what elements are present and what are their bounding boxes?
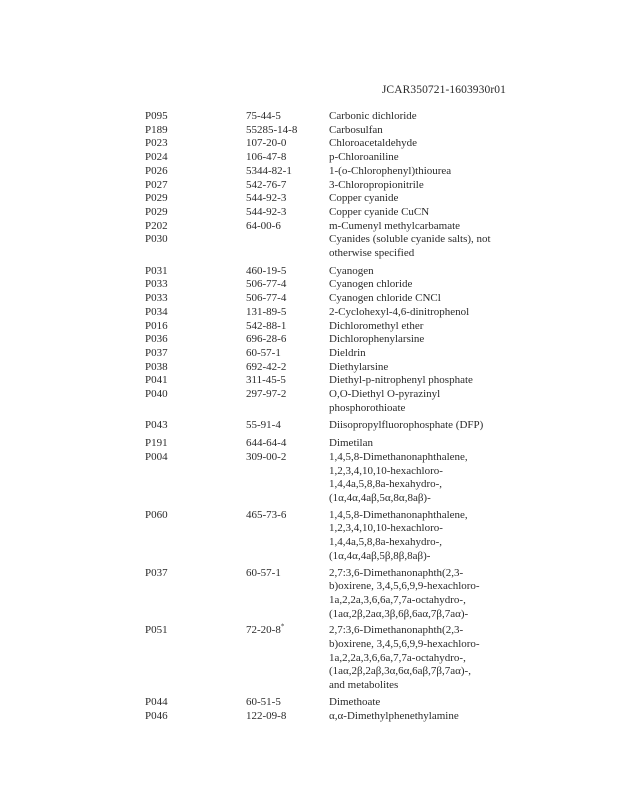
waste-code: P046 xyxy=(145,709,168,722)
table-row xyxy=(0,233,624,260)
waste-code: P060 xyxy=(145,508,168,521)
cas-number-text: 55-91-4 xyxy=(246,419,281,432)
substance-name-line: Dimetilan xyxy=(329,437,373,450)
document-id: JCAR350721-1603930r01 xyxy=(381,84,506,96)
substance-name xyxy=(329,374,519,388)
cas-number-text: 5344-82-1 xyxy=(246,164,292,177)
cas-number-text: 542-76-7 xyxy=(246,178,287,191)
cas-number xyxy=(246,624,284,638)
substance-name-line: m-Cumenyl methylcarbamate xyxy=(329,219,461,232)
substance-name-line: Copper cyanide CuCN xyxy=(329,205,430,218)
substance-name xyxy=(329,388,519,415)
waste-code: P189 xyxy=(145,123,168,136)
waste-code: P191 xyxy=(145,437,168,450)
cas-number xyxy=(246,278,286,292)
cas-number-text: 107-20-0 xyxy=(246,137,287,150)
cas-number-text: 644-64-4 xyxy=(246,437,287,450)
substance-name-line: (1aα,2β,2aα,3β,6β,6aα,7β,7aα)- xyxy=(329,607,469,620)
table-row xyxy=(0,206,624,220)
cas-number xyxy=(246,206,286,220)
substance-name-line: (1α,4α,4aβ,5β,8β,8aβ)- xyxy=(329,549,431,562)
substance-name-line: 2-Cyclohexyl-4,6-dinitrophenol xyxy=(329,305,470,318)
waste-code: P037 xyxy=(145,566,168,579)
table-row xyxy=(0,374,624,388)
substance-name xyxy=(329,206,519,220)
substance-name-line: b)oxirene, 3,4,5,6,9,9-hexachloro- xyxy=(329,580,480,593)
waste-code: P040 xyxy=(145,388,168,401)
table-row xyxy=(0,437,624,451)
waste-code: P034 xyxy=(145,305,168,318)
cas-number xyxy=(246,696,281,710)
table-row xyxy=(0,361,624,375)
cas-number-text: 297-97-2 xyxy=(246,388,287,401)
substance-name-line: 3-Chloropropionitrile xyxy=(329,178,424,191)
cas-number-text: 122-09-8 xyxy=(246,709,287,722)
cas-number xyxy=(246,265,286,279)
substance-name-line: 1a,2,2a,3,6,6a,7,7a-octahydro-, xyxy=(329,593,466,606)
substance-name-line: 1a,2,2a,3,6,6a,7,7a-octahydro-, xyxy=(329,651,466,664)
waste-code: P026 xyxy=(145,164,168,177)
cas-number xyxy=(246,165,292,179)
substance-name-line: α,α-Dimethylphenethylamine xyxy=(329,709,459,722)
substance-name-line: Copper cyanide xyxy=(329,192,399,205)
cas-number-text: 506-77-4 xyxy=(246,278,287,291)
table-row xyxy=(0,179,624,193)
cas-number xyxy=(246,437,286,451)
substance-name-line: Dichlorophenylarsine xyxy=(329,333,425,346)
substance-name xyxy=(329,137,519,151)
cas-number xyxy=(246,110,281,124)
substance-name xyxy=(329,151,519,165)
cas-number xyxy=(246,192,286,206)
substance-name xyxy=(329,567,519,622)
table-row xyxy=(0,151,624,165)
cas-footnote-mark: * xyxy=(280,622,285,631)
substance-name xyxy=(329,265,519,279)
substance-name xyxy=(329,165,519,179)
cas-number xyxy=(246,710,286,724)
waste-code: P044 xyxy=(145,695,168,708)
substance-name-line: Cyanogen xyxy=(329,264,374,277)
table-row xyxy=(0,320,624,334)
cas-number xyxy=(246,567,281,581)
substance-name-line: Cyanogen chloride CNCl xyxy=(329,292,441,305)
cas-number xyxy=(246,374,286,388)
cas-number xyxy=(246,306,286,320)
substance-name xyxy=(329,124,519,138)
substance-name xyxy=(329,233,519,260)
substance-name-line: and metabolites xyxy=(329,679,399,692)
table-row xyxy=(0,306,624,320)
cas-number-text: 60-57-1 xyxy=(246,346,281,359)
waste-code: P038 xyxy=(145,360,168,373)
table-row xyxy=(0,265,624,279)
cas-number xyxy=(246,333,286,347)
table-row xyxy=(0,567,624,622)
waste-code: P037 xyxy=(145,346,168,359)
waste-code: P030 xyxy=(145,233,168,246)
waste-code: P004 xyxy=(145,450,168,463)
cas-number-text: 696-28-6 xyxy=(246,333,287,346)
substance-name-line: Carbosulfan xyxy=(329,123,383,136)
cas-number-text: 465-73-6 xyxy=(246,508,287,521)
cas-number xyxy=(246,419,281,433)
table-row xyxy=(0,110,624,124)
table-row xyxy=(0,696,624,710)
substance-name xyxy=(329,306,519,320)
waste-code: P202 xyxy=(145,219,168,232)
cas-number xyxy=(246,388,286,402)
substance-name-line: (1aα,2β,2aβ,3α,6α,6aβ,7β,7aα)-, xyxy=(329,665,471,678)
cas-number-text: 131-89-5 xyxy=(246,305,287,318)
waste-code: P033 xyxy=(145,292,168,305)
substance-name-line: Diethyl-p-nitrophenyl phosphate xyxy=(329,374,473,387)
waste-code: P033 xyxy=(145,278,168,291)
substance-name xyxy=(329,347,519,361)
cas-number-text: 60-57-1 xyxy=(246,566,281,579)
cas-number-text: 55285-14-8 xyxy=(246,123,298,136)
substance-name-line: 2,7:3,6-Dimethanonaphth(2,3- xyxy=(329,624,464,637)
substance-name-line: Cyanogen chloride xyxy=(329,278,413,291)
table-row xyxy=(0,165,624,179)
cas-number xyxy=(246,151,286,165)
substance-name xyxy=(329,292,519,306)
substance-name-line: b)oxirene, 3,4,5,6,9,9-hexachloro- xyxy=(329,638,480,651)
table-row xyxy=(0,509,624,564)
hazardous-waste-table xyxy=(0,110,624,723)
cas-number-text: 311-45-5 xyxy=(246,374,286,387)
substance-name-line: Diisopropylfluorophosphate (DFP) xyxy=(329,419,484,432)
cas-number-text: 544-92-3 xyxy=(246,192,287,205)
table-row xyxy=(0,220,624,234)
table-row xyxy=(0,419,624,433)
substance-name-line: 1,2,3,4,10,10-hexachloro- xyxy=(329,464,443,477)
cas-number-text: 506-77-4 xyxy=(246,292,287,305)
substance-name-line: Carbonic dichloride xyxy=(329,110,417,122)
substance-name xyxy=(329,710,519,724)
table-row xyxy=(0,624,624,693)
cas-number xyxy=(246,320,286,334)
cas-number xyxy=(246,137,286,151)
waste-code: P027 xyxy=(145,178,168,191)
substance-name-line: O,O-Diethyl O-pyrazinyl xyxy=(329,388,441,401)
table-row xyxy=(0,192,624,206)
cas-number xyxy=(246,361,286,375)
cas-number xyxy=(246,220,281,234)
substance-name xyxy=(329,361,519,375)
substance-name xyxy=(329,320,519,334)
cas-number-text: 75-44-5 xyxy=(246,110,281,122)
table-row xyxy=(0,710,624,724)
cas-number-text: 60-51-5 xyxy=(246,695,281,708)
waste-code: P095 xyxy=(145,110,168,122)
substance-name-line: 2,7:3,6-Dimethanonaphth(2,3- xyxy=(329,566,464,579)
table-row xyxy=(0,347,624,361)
substance-name xyxy=(329,192,519,206)
substance-name-line: Cyanides (soluble cyanide salts), not xyxy=(329,233,491,246)
cas-number xyxy=(246,124,297,138)
table-row xyxy=(0,388,624,415)
substance-name-line: otherwise specified xyxy=(329,247,415,260)
substance-name xyxy=(329,696,519,710)
table-row xyxy=(0,124,624,138)
waste-code: P043 xyxy=(145,419,168,432)
waste-code: P051 xyxy=(145,624,168,637)
cas-number-text: 544-92-3 xyxy=(246,205,287,218)
substance-name-line: Diethylarsine xyxy=(329,360,389,373)
substance-name-line: 1,4,4a,5,8,8a-hexahydro-, xyxy=(329,478,443,491)
substance-name xyxy=(329,437,519,451)
waste-code: P024 xyxy=(145,151,168,164)
substance-name xyxy=(329,451,519,506)
substance-name-line: 1,4,5,8-Dimethanonaphthalene, xyxy=(329,450,468,463)
substance-name xyxy=(329,624,519,693)
table-row xyxy=(0,137,624,151)
substance-name-line: 1,2,3,4,10,10-hexachloro- xyxy=(329,522,443,535)
waste-code: P036 xyxy=(145,333,168,346)
table-row xyxy=(0,451,624,506)
waste-code: P029 xyxy=(145,205,168,218)
substance-name xyxy=(329,220,519,234)
substance-name xyxy=(329,110,519,124)
substance-name-line: 1,4,4a,5,8,8a-hexahydro-, xyxy=(329,536,443,549)
cas-number-text: 72-20-8 xyxy=(246,624,281,637)
substance-name xyxy=(329,509,519,564)
waste-code: P029 xyxy=(145,192,168,205)
substance-name-line: p-Chloroaniline xyxy=(329,151,399,164)
substance-name-line: Chloroacetaldehyde xyxy=(329,137,417,150)
cas-number xyxy=(246,292,286,306)
substance-name-line: 1,4,5,8-Dimethanonaphthalene, xyxy=(329,508,468,521)
cas-number xyxy=(246,179,286,193)
substance-name xyxy=(329,419,519,433)
waste-code: P031 xyxy=(145,264,168,277)
waste-code: P041 xyxy=(145,374,168,387)
waste-code: P016 xyxy=(145,319,168,332)
cas-number-text: 309-00-2 xyxy=(246,450,287,463)
substance-name-line: phosphorothioate xyxy=(329,401,406,414)
waste-code: P023 xyxy=(145,137,168,150)
table-row xyxy=(0,292,624,306)
cas-number xyxy=(246,347,281,361)
cas-number xyxy=(246,451,286,465)
substance-name-line: Dieldrin xyxy=(329,346,366,359)
table-row xyxy=(0,333,624,347)
cas-number-text: 542-88-1 xyxy=(246,319,287,332)
substance-name-line: Dimethoate xyxy=(329,695,381,708)
substance-name xyxy=(329,278,519,292)
cas-number-text: 106-47-8 xyxy=(246,151,287,164)
substance-name xyxy=(329,333,519,347)
substance-name-line: (1α,4α,4aβ,5α,8α,8aβ)- xyxy=(329,491,431,504)
table-row xyxy=(0,278,624,292)
cas-number-text: 64-00-6 xyxy=(246,219,281,232)
substance-name-line: Dichloromethyl ether xyxy=(329,319,424,332)
cas-number-text: 692-42-2 xyxy=(246,360,287,373)
substance-name-line: 1-(o-Chlorophenyl)thiourea xyxy=(329,164,452,177)
cas-number xyxy=(246,509,286,523)
cas-number-text: 460-19-5 xyxy=(246,264,287,277)
substance-name xyxy=(329,179,519,193)
